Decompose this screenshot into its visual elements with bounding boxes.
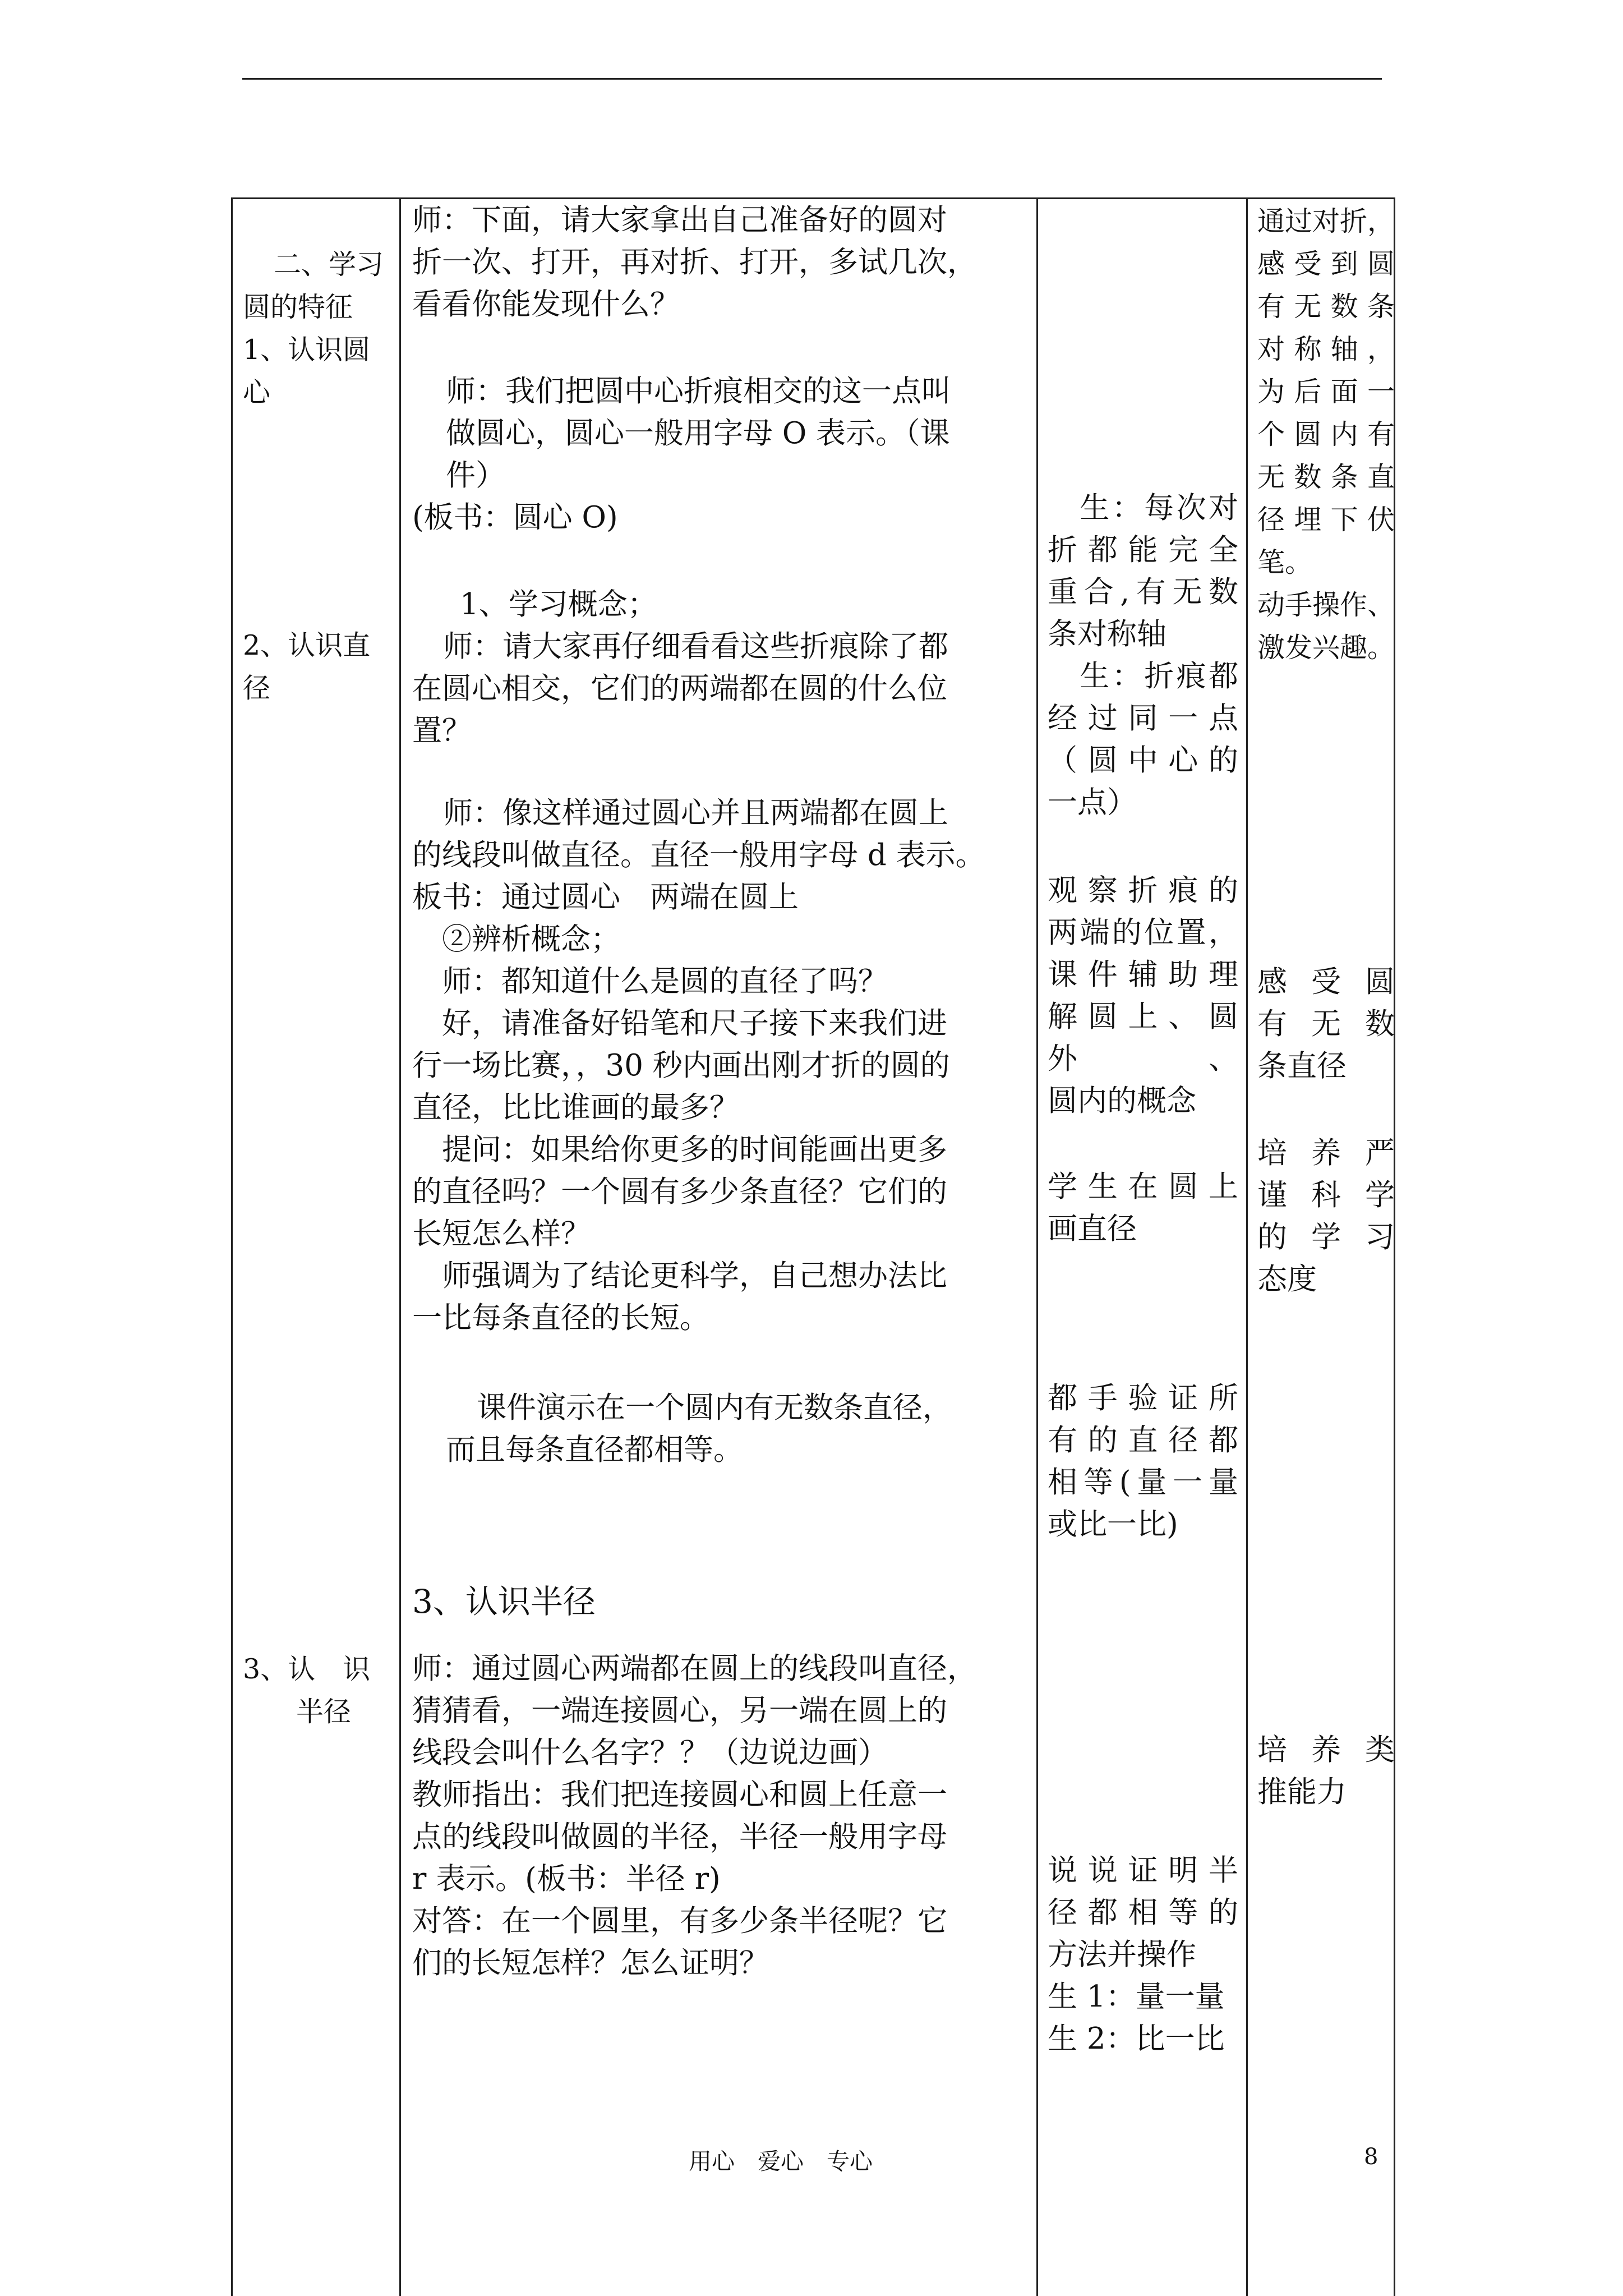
text-line: 1、学习概念； [460, 587, 657, 622]
text-line: 笔。 [1257, 546, 1313, 578]
text-line: 为后面一 [1257, 376, 1395, 408]
text-line: 一比每条直径的长短。 [412, 1301, 709, 1335]
text-line: 学生在圆上 [1048, 1170, 1238, 1204]
text-line: 有的直径都 [1048, 1423, 1238, 1457]
text-line: 感受到圆 [1257, 248, 1395, 280]
text-line: 无数条直 [1257, 461, 1395, 493]
teacher-radius-explanation [412, 1648, 1015, 1984]
text-line: 观察折痕的 [1048, 873, 1238, 908]
heading-line: 二、学习 [274, 249, 384, 280]
text-line: 教师指出：我们把连接圆心和圆上任意一 [412, 1778, 947, 1812]
student-verify-diameter [1048, 1377, 1238, 1545]
text-line: 在圆心相交，它们的两端都在圆的什么位 [412, 671, 947, 706]
text-line: 对答：在一个圆里，有多少条半径呢？它 [412, 1904, 947, 1938]
teacher-center-definition [446, 370, 1018, 496]
text-line: 说说证明半 [1048, 1853, 1238, 1888]
text-line: 置？ [412, 714, 472, 748]
heading-line: 半径 [296, 1696, 352, 1728]
text-line: 相等(量一量 [1048, 1465, 1238, 1499]
text-line: 方法并操作 [1048, 1938, 1196, 1972]
heading-line: 径 [243, 672, 271, 704]
text-line: 一点） [1048, 785, 1137, 820]
table-left-border [231, 197, 233, 2296]
text-line: 课件辅助理 [1048, 958, 1238, 992]
text-line: 长短怎么样？ [412, 1217, 591, 1251]
board-note-center [412, 496, 1015, 539]
text-line: 重合,有无数 [1048, 575, 1238, 609]
text-line: 谨科学 [1257, 1178, 1395, 1212]
text-line: 3、认识半径 [412, 1582, 596, 1621]
text-line: 师：都知道什么是圆的直径了吗？ [412, 964, 888, 999]
text-line: 个圆内有 [1257, 418, 1395, 450]
text-line: 行一场比赛，，30 秒内画出刚才折的圆的 [412, 1048, 950, 1083]
text-line: 激发兴趣。 [1257, 632, 1395, 664]
text-line: 两端的位置， [1048, 915, 1238, 950]
text-line: 直径，比比谁画的最多？ [412, 1091, 739, 1125]
student-fold-response [1048, 487, 1238, 823]
student-prove-radius [1048, 1849, 1238, 2060]
subheading-radius [412, 1581, 1015, 1623]
text-line: 师：我们把圆中心折痕相交的这一点叫 [446, 374, 951, 408]
text-line: （圆中心的 [1048, 743, 1238, 777]
text-line: 有无数 [1257, 1007, 1395, 1041]
heading-line: 3、认 识 [243, 1653, 371, 1685]
text-line: 点的线段叫做圆的半径，半径一般用字母 [412, 1820, 947, 1854]
text-line: 培养类 [1257, 1733, 1395, 1767]
text-line: 态度 [1257, 1262, 1317, 1296]
text-line: 师：下面，请大家拿出自己准备好的圆对 [412, 203, 947, 237]
column-divider-1 [399, 197, 401, 2296]
text-line: r 表示。(板书：半径 r) [412, 1862, 721, 1896]
text-line: 的学习 [1257, 1220, 1395, 1254]
text-line: 们的长短怎样？怎么证明？ [412, 1946, 769, 1980]
text-line: 的线段叫做直径。直径一般用字母 d 表示。 [412, 838, 985, 872]
intent-analogy [1257, 1729, 1395, 1813]
courseware-demo-note [446, 1387, 1018, 1471]
text-line: 师强调为了结论更科学，自己想办法比 [412, 1259, 947, 1293]
text-line: 径埋下伏 [1257, 504, 1395, 536]
text-line: 感受圆 [1257, 965, 1395, 999]
text-line: 件） [446, 458, 505, 493]
heading-line: 心 [243, 376, 271, 408]
text-line: 解圆上、圆外、 [1048, 1000, 1238, 1076]
text-line: 有无数条 [1257, 291, 1395, 323]
text-line: 条直径 [1257, 1049, 1347, 1083]
text-line: 做圆心，圆心一般用字母 O 表示。（课 [446, 416, 950, 450]
text-line: 对称轴， [1257, 333, 1395, 365]
teacher-diameter-question [412, 583, 1015, 752]
text-line: (板书：圆心 O) [412, 500, 618, 535]
text-line: 培养严 [1257, 1136, 1395, 1170]
text-line: 折一次、打开，再对折、打开，多试几次， [412, 245, 977, 279]
text-line: 通过对折， [1257, 205, 1395, 237]
heading-line: 圆的特征 [243, 291, 353, 323]
text-line: 动手操作、 [1257, 589, 1395, 621]
column-divider-2 [1036, 197, 1038, 2296]
teacher-instruction-fold [412, 199, 1015, 325]
text-line: 板书：通过圆心 两端在圆上 [412, 880, 799, 914]
section-heading-circle-features [243, 243, 393, 414]
text-line: 条对称轴 [1048, 617, 1166, 651]
text-line: 线段会叫什么名字？？（边说边画） [412, 1736, 888, 1770]
section-heading-diameter [243, 624, 393, 710]
intent-symmetry [1257, 200, 1395, 669]
text-line: 看看你能发现什么？ [412, 287, 680, 321]
text-line: 猜猜看，一端连接圆心，另一端在圆上的 [412, 1694, 947, 1728]
column-divider-3 [1246, 197, 1248, 2296]
text-line: 的直径吗？一个圆有多少条直径？它们的 [412, 1175, 947, 1209]
section-heading-radius [243, 1648, 393, 1733]
text-line: 画直径 [1048, 1212, 1137, 1246]
text-line: 径都相等的 [1048, 1895, 1238, 1930]
page-footer: 用心 爱心 专心 [689, 2148, 873, 2175]
intent-infinite-diameters [1257, 961, 1395, 1087]
text-line: ②辨析概念； [412, 922, 620, 956]
page-number: 8 [1364, 2144, 1378, 2170]
text-line: 折都能完全 [1048, 533, 1238, 567]
text-line: 生 1：量一量 [1048, 1980, 1225, 2014]
text-line: 提问：如果给你更多的时间能画出更多 [412, 1133, 947, 1167]
text-line: 好，请准备好铅笔和尺子接下来我们进 [412, 1006, 947, 1041]
text-line: 或比一比) [1048, 1507, 1178, 1542]
text-line: 师：请大家再仔细看看这些折痕除了都 [443, 629, 948, 664]
text-line: 生：每次对 [1048, 491, 1238, 525]
intent-scientific-attitude [1257, 1132, 1395, 1300]
text-line: 经过同一点 [1048, 701, 1238, 735]
teacher-diameter-definition [412, 792, 1015, 1339]
text-line: 而且每条直径都相等。 [446, 1433, 743, 1467]
text-line: 推能力 [1257, 1775, 1347, 1809]
student-draw-diameter [1048, 1166, 1238, 1250]
header-rule [242, 78, 1382, 80]
text-line: 圆内的概念 [1048, 1084, 1196, 1118]
text-line: 师：通过圆心两端都在圆上的线段叫直径， [412, 1651, 977, 1686]
heading-line: 2、认识直 [243, 629, 371, 661]
text-line: 生 2：比一比 [1048, 2022, 1225, 2056]
text-line: 课件演示在一个圆内有无数条直径， [477, 1391, 952, 1425]
text-line: 都手验证所 [1048, 1381, 1238, 1415]
text-line: 生：折痕都 [1048, 659, 1238, 693]
text-line: 师：像这样通过圆心并且两端都在圆上 [443, 796, 948, 830]
heading-line: 1、认识圆 [243, 334, 371, 366]
student-observe-ends [1048, 869, 1238, 1122]
